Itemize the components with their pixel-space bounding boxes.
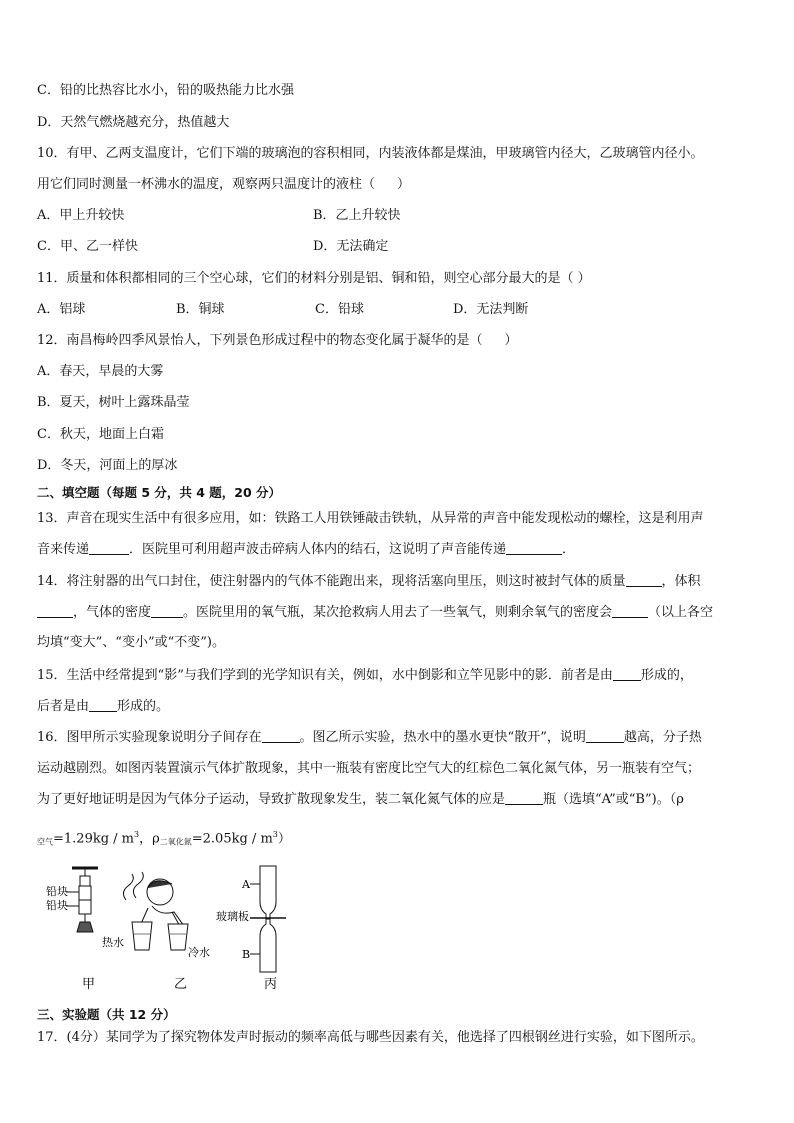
figure-jia-lead-blocks [66,868,98,932]
section-3-heading: 三、实验题（共 12 分） [37,1007,176,1022]
q16-line2: 运动越剧烈。如图丙装置演示气体扩散现象，其中一瓶装有密度比空气大的红棕色二氧化氮气体，另一瓶装有空气； [37,761,701,776]
q14-line1 [37,573,701,591]
q16-blank-1[interactable] [262,729,300,743]
q10-option-b: B．乙上升较快 [313,208,401,223]
q12-option-b: B．夏天，树叶上露珠晶莹 [37,395,190,410]
q16-text-b: 。图乙所示实验，热水中的墨水更快“散开”，说明 [299,730,586,745]
q16-close-paren: ） [277,831,291,847]
q16-line3 [37,791,684,809]
q15-text-c: 后者是由 [37,699,90,714]
q16-blank-2[interactable] [586,729,624,743]
figure-bing-gas-bottles [250,866,286,972]
q14-text-e: （以上各空 [648,605,714,620]
superscript-3-b: 3 [272,830,278,839]
q10-paren-close: ） [397,177,411,192]
superscript-3: 3 [134,830,140,839]
section-2-heading: 二、填空题（每题 5 分，共 4 题，20 分） [37,485,282,500]
q16-line4 [37,826,291,851]
q16-line1 [37,729,702,747]
q10-stem-line1: 10．有甲、乙两支温度计，它们下端的玻璃泡的容积相同，内装液体都是煤油，甲玻璃管内径大，乙玻璃管内径小。 [37,146,704,161]
q11-option-b: B．铜球 [176,302,225,317]
q15-line1 [37,667,693,685]
q14-text-b: ，体积 [661,574,701,589]
q9-option-d: D．天然气燃烧越充分，热值越大 [37,115,230,130]
caption-bing: 丙 [264,977,278,992]
q16-text-a: 16．图甲所示实验现象说明分子间存在 [37,730,262,745]
q16-text-d: 为了更好地证明是因为气体分子运动，导致扩散现象发生，装二氧化氮气体的应是 [37,792,506,807]
q12-stem [37,332,518,350]
q13-text-a: 音来传递 [37,542,90,557]
q15-blank-1[interactable] [613,667,641,681]
q16-blank-3[interactable] [505,791,543,805]
q14-text-a: 14．将注射器的出气口封住，使注射器内的气体不能跑出来，现将活塞向里压，则这时被封气体的质量 [37,574,626,589]
rho-air-value: =1.29kg / m [53,831,135,847]
q10-option-c: C．甲、乙一样快 [37,239,138,254]
q13-blank-2[interactable] [506,541,562,555]
rho-no2-subscript: 二氧化氮 [159,837,192,847]
q14-blank-4[interactable] [612,604,648,618]
caption-yi: 乙 [174,977,188,992]
q9-option-c: C．铅的比热容比水小，铅的吸热能力比水强 [37,83,294,98]
q12-option-c: C．秋天，地面上白霜 [37,427,164,442]
label-glass-plate: 玻璃板 [216,910,249,923]
q11-stem: 11．质量和体积都相同的三个空心球，它们的材料分别是铝、铜和铅，则空心部分最大的是（ ） [37,271,591,286]
q12-option-d: D．冬天，河面上的厚冰 [37,458,178,473]
q14-line2 [37,604,713,622]
label-bottle-b: B [242,948,251,961]
q13-text-b: ．医院里可利用超声波击碎病人体内的结石，这说明了声音能传递 [129,542,507,557]
q13-line2 [37,541,575,559]
q12-stem-text: 12．南昌梅岭四季风景怡人，下列景色形成过程中的物态变化属于凝华的是（ [37,333,483,348]
q10-option-d: D．无法确定 [313,239,389,254]
q16-text-c: 越高，分子热 [623,730,702,745]
rho-no2-value: =2.05kg / m [191,831,273,847]
q15-text-b: 形成的， [640,668,693,683]
q14-text-c: ，气体的密度 [73,605,152,620]
q14-blank-1[interactable] [626,573,662,587]
rho-symbol: ，ρ [139,831,160,847]
q14-blank-3[interactable] [151,604,183,618]
q16-figure [40,862,300,1002]
q15-line2 [37,698,169,716]
q14-blank-2[interactable] [37,604,73,618]
label-lead-block-2: 铅块 [46,899,68,912]
q15-text-a: 15．生活中经常提到“影”与我们学到的光学知识有关，例如，水中倒影和立竿见影中的影．前者是由 [37,668,613,683]
label-cold-water: 冷水 [188,946,210,959]
q12-paren-close: ） [504,333,518,348]
q10-stem-line2 [37,176,410,194]
q13-text-c: ． [562,542,576,557]
q10-option-a: A．甲上升较快 [37,208,125,223]
rho-air-subscript: 空气 [37,837,53,847]
caption-jia: 甲 [82,977,96,992]
label-lead-block-1: 铅块 [46,885,68,898]
q11-option-a: A．铝球 [37,302,86,317]
q14-line3: 均填“变大”、“变小”或“不变”)。 [37,635,225,650]
q16-text-e: 瓶（选填“A”或“B”)。（ρ [543,792,684,807]
q13-blank-1[interactable] [89,541,129,555]
label-bottle-a: A [242,878,250,891]
q12-option-a: A．春天，早晨的大雾 [37,364,164,379]
q10-stem-text: 用它们同时测量一杯沸水的温度，观察两只温度计的液柱（ [37,177,376,192]
q15-blank-2[interactable] [89,698,117,712]
q11-option-d: D．无法判断 [453,302,529,317]
q14-text-d: 。医院里用的氧气瓶，某次抢救病人用去了一些氧气，则剩余氧气的密度会 [183,605,613,620]
q17-line1: 17．(4分）某同学为了探究物体发声时振动的频率高低与哪些因素有关，他选择了四根钢丝进行实验，如下图所示。 [37,1030,704,1045]
label-hot-water: 热水 [102,936,124,949]
q13-line1: 13．声音在现实生活中有很多应用，如：铁路工人用铁锤敲击铁轨，从异常的声音中能发现松动的螺栓，这是利用声 [37,511,704,526]
figure-yi-diffusion-experiment [123,872,188,950]
q11-option-c: C．铅球 [315,302,364,317]
q15-text-d: 形成的。 [117,699,170,714]
